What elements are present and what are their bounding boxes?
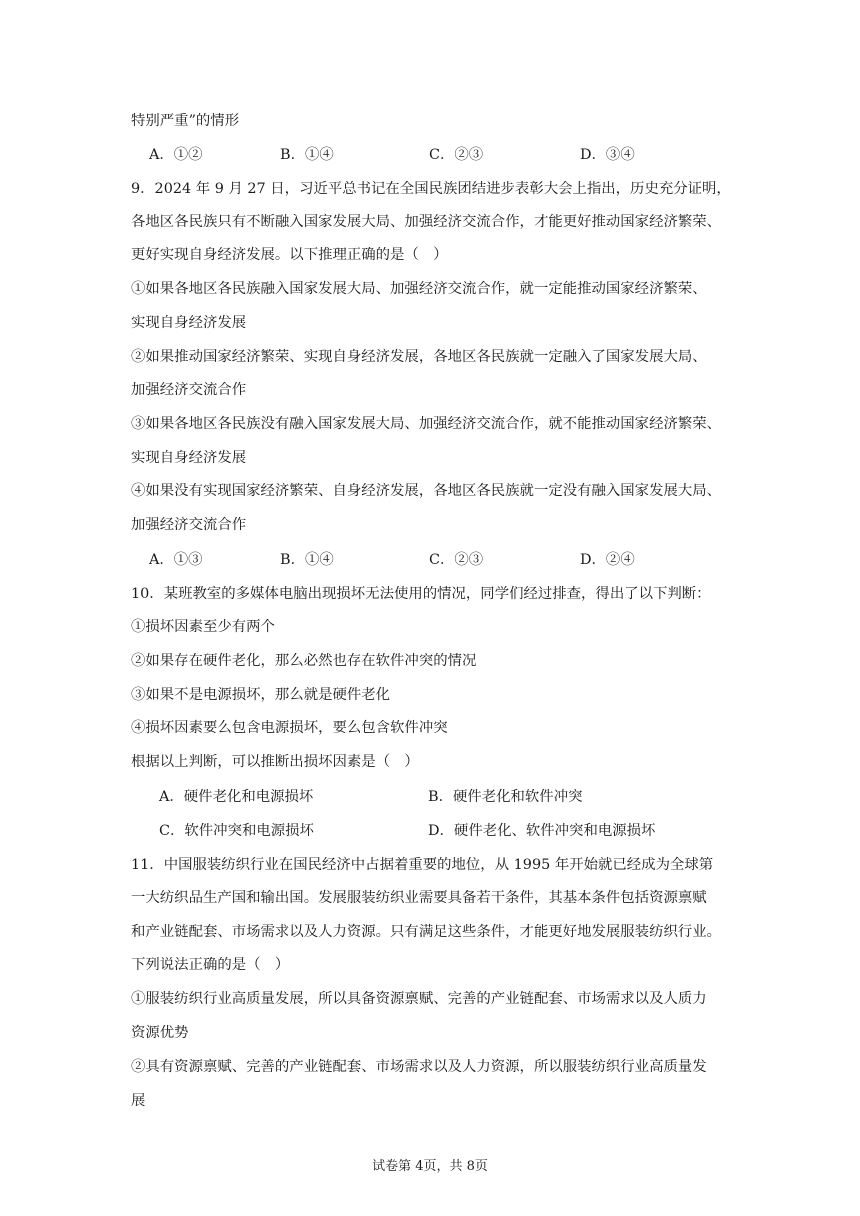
q10-option-c[interactable]: C．软件冲突和电源损坏 (159, 823, 314, 839)
q8-option-c[interactable]: C．②③ (429, 147, 484, 163)
q8-stem-tail: 特别严重”的情形 (131, 113, 240, 129)
q9-statement-2: ②如果推动国家经济繁荣、实现自身经济发展，各地区各民族就一定融入了国家发展大局、 (131, 349, 707, 365)
q9-statement-4: ④如果没有实现国家经济繁荣、自身经济发展，各地区各民族就一定没有融入国家发展大局、 (131, 483, 722, 499)
q11-stem-line: 和产业链配套、市场需求以及人力资源。只有满足这些条件，才能更好地发展服装纺织行业。 (131, 924, 722, 940)
q9-statement-4: 加强经济交流合作 (131, 517, 247, 533)
q10-judgment-3: ③如果不是电源损坏，那么就是硬件老化 (131, 687, 391, 703)
q11-statement-2: ②具有资源禀赋、完善的产业链配套、市场需求以及人力资源，所以服装纺织行业高质量发 (131, 1059, 707, 1075)
q11-statement-1: ①服装纺织行业高质量发展，所以具备资源禀赋、完善的产业链配套、市场需求以及人质力 (131, 991, 707, 1007)
q9-stem-line: 9．2024 年 9 月 27 日，习近平总书记在全国民族团结进步表彰大会上指出，历史充分证明， (131, 181, 731, 197)
q9-statement-3: ③如果各地区各民族没有融入国家发展大局、加强经济交流合作，就不能推动国家经济繁荣、 (131, 416, 722, 432)
q10-stem: 10．某班教室的多媒体电脑出现损坏无法使用的情况，同学们经过排查，得出了以下判断： (131, 586, 711, 602)
q10-option-d[interactable]: D．硬件老化、软件冲突和电源损坏 (428, 823, 656, 839)
q10-option-a[interactable]: A．硬件老化和电源损坏 (159, 789, 314, 805)
page-footer: 试卷第 4页，共 8页 (372, 1159, 488, 1174)
q9-statement-1: 实现自身经济发展 (131, 315, 247, 331)
q11-statement-1: 资源优势 (131, 1025, 189, 1041)
q11-stem-line: 下列说法正确的是（ ） (131, 957, 290, 973)
q11-stem-line: 11．中国服装纺织行业在国民经济中占据着重要的地位，从 1995 年开始就已经成为全球第 (131, 857, 714, 873)
q10-option-b[interactable]: B．硬件老化和软件冲突 (428, 789, 583, 805)
q8-option-d[interactable]: D．③④ (580, 147, 635, 163)
q9-option-b[interactable]: B．①④ (280, 552, 334, 568)
q9-option-c[interactable]: C．②③ (429, 552, 484, 568)
q10-judgment-4: ④损坏因素要么包含电源损坏，要么包含软件冲突 (131, 720, 448, 736)
q9-statement-3: 实现自身经济发展 (131, 450, 247, 466)
q9-option-d[interactable]: D．②④ (580, 552, 635, 568)
q8-option-b[interactable]: B．①④ (280, 147, 334, 163)
q11-statement-2: 展 (131, 1093, 146, 1109)
q10-judgment-1: ①损坏因素至少有两个 (131, 619, 275, 635)
q9-stem-line: 各地区各民族只有不断融入国家发展大局、加强经济交流合作，才能更好推动国家经济繁荣、 (131, 214, 722, 230)
q9-option-a[interactable]: A．①③ (149, 552, 203, 568)
q9-statement-1: ①如果各地区各民族融入国家发展大局、加强经济交流合作，就一定能推动国家经济繁荣、 (131, 281, 707, 297)
q8-option-a[interactable]: A．①② (149, 147, 203, 163)
q11-stem-line: 一大纺织品生产国和输出国。发展服装纺织业需要具备若干条件，其基本条件包括资源禀赋 (131, 890, 707, 906)
q10-judgment-2: ②如果存在硬件老化，那么必然也存在软件冲突的情况 (131, 653, 477, 669)
q9-stem-line: 更好实现自身经济发展。以下推理正确的是（ ） (131, 247, 448, 263)
q9-statement-2: 加强经济交流合作 (131, 382, 247, 398)
q10-question: 根据以上判断，可以推断出损坏因素是（ ） (131, 754, 419, 770)
